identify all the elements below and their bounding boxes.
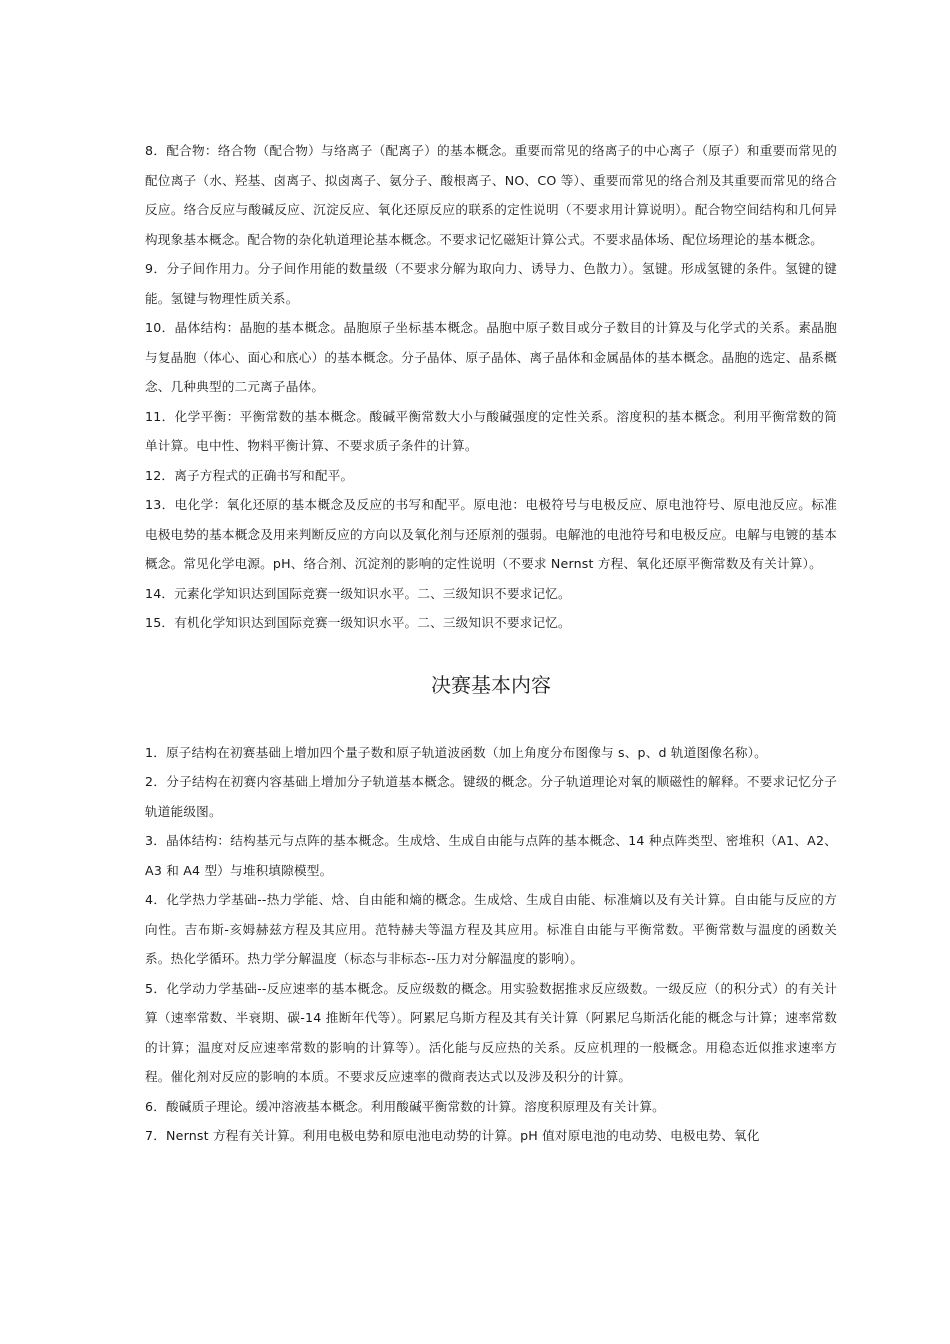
final-item-2: 2．分子结构在初赛内容基础上增加分子轨道基本概念。键级的概念。分子轨道理论对氧的顺磁性的解释。不要求记忆分子轨道能级图。 — [145, 774, 837, 819]
final-item-1: 1．原子结构在初赛基础上增加四个量子数和原子轨道波函数（加上角度分布图像与 s、p、d 轨道图像名称）。 — [145, 744, 767, 760]
final-item-5: 5．化学动力学基础--反应速率的基本概念。反应级数的概念。用实验数据推求反应级数。一级反应（的积分式）的有关计算（速率常数、半衰期、碳-14 推断年代等）。阿累尼乌斯方程及其有关计算（阿累尼乌斯活化能的概念与计算；速率常数的计算；温度对反应速率常数的影响的计算等）。活化能与反应热的关系。反应机理的一般概念。用稳态近似推求速率方程。催化剂对反应的影响的本质。不要求反应速率的微商表达式以及涉及积分的计算。 — [145, 980, 837, 1084]
prelim-item-10: 10．晶体结构：晶胞的基本概念。晶胞原子坐标基本概念。晶胞中原子数目或分子数目的计算及与化学式的关系。素晶胞与复晶胞（体心、面心和底心）的基本概念。分子晶体、原子晶体、离子晶体和金属晶体的基本概念。晶胞的选定、晶系概念、几种典型的二元离子晶体。 — [145, 320, 837, 394]
prelim-item-8: 8．配合物：络合物（配合物）与络离子（配离子）的基本概念。重要而常见的络离子的中心离子（原子）和重要而常见的配位离子（水、羟基、卤离子、拟卤离子、氨分子、酸根离子、NO、CO 等）、重要而常见的络合剂及其重要而常见的络合反应。络合反应与酸碱反应、沉淀反应、氧化还原反应的联系的定性说明（不要求用计算说明）。配合物空间结构和几何异构现象基本概念。配合物的杂化轨道理论基本概念。不要求记忆磁矩计算公式。不要求晶体场、配位场理论的基本概念。 — [145, 143, 837, 247]
final-item-3: 3．晶体结构：结构基元与点阵的基本概念。生成焓、生成自由能与点阵的基本概念、14 种点阵类型、密堆积（A1、A2、A3 和 A4 型）与堆积填隙模型。 — [145, 833, 837, 878]
prelim-item-11: 11．化学平衡：平衡常数的基本概念。酸碱平衡常数大小与酸碱强度的定性关系。溶度积的基本概念。利用平衡常数的简单计算。电中性、物料平衡计算、不要求质子条件的计算。 — [145, 408, 837, 453]
final-item-6: 6．酸碱质子理论。缓冲溶液基本概念。利用酸碱平衡常数的计算。溶度积原理及有关计算。 — [145, 1098, 665, 1114]
prelim-item-14: 14．元素化学知识达到国际竞赛一级知识水平。二、三级知识不要求记忆。 — [145, 585, 571, 601]
prelim-item-9: 9．分子间作用力。分子间作用能的数量级（不要求分解为取向力、诱导力、色散力）。氢键。形成氢键的条件。氢键的键能。氢键与物理性质关系。 — [145, 261, 837, 306]
final-item-7: 7．Nernst 方程有关计算。利用电极电势和原电池电动势的计算。pH 值对原电池的电动势、电极电势、氧化 — [145, 1128, 760, 1143]
prelim-item-13: 13．电化学：氧化还原的基本概念及反应的书写和配平。原电池：电极符号与电极反应、原电池符号、原电池反应。标准电极电势的基本概念及用来判断反应的方向以及氧化剂与还原剂的强弱。电解池的电池符号和电极反应。电解与电镀的基本概念。常见化学电源。pH、络合剂、沉淀剂的影响的定性说明（不要求 Nernst 方程、氧化还原平衡常数及有关计算）。 — [145, 497, 837, 571]
final-item-4: 4．化学热力学基础--热力学能、焓、自由能和熵的概念。生成焓、生成自由能、标准熵以及有关计算。自由能与反应的方向性。吉布斯-亥姆赫兹方程及其应用。范特赫夫等温方程及其应用。标准自由能与平衡常数。平衡常数与温度的函数关系。热化学循环。热力学分解温度（标态与非标态--压力对分解温度的影响）。 — [145, 892, 837, 966]
document-page — [145, 136, 837, 1151]
section-title-final: 决赛基本内容 — [431, 672, 551, 697]
prelim-item-12: 12．离子方程式的正确书写和配平。 — [145, 467, 354, 483]
prelim-item-15: 15．有机化学知识达到国际竞赛一级知识水平。二、三级知识不要求记忆。 — [145, 615, 571, 630]
